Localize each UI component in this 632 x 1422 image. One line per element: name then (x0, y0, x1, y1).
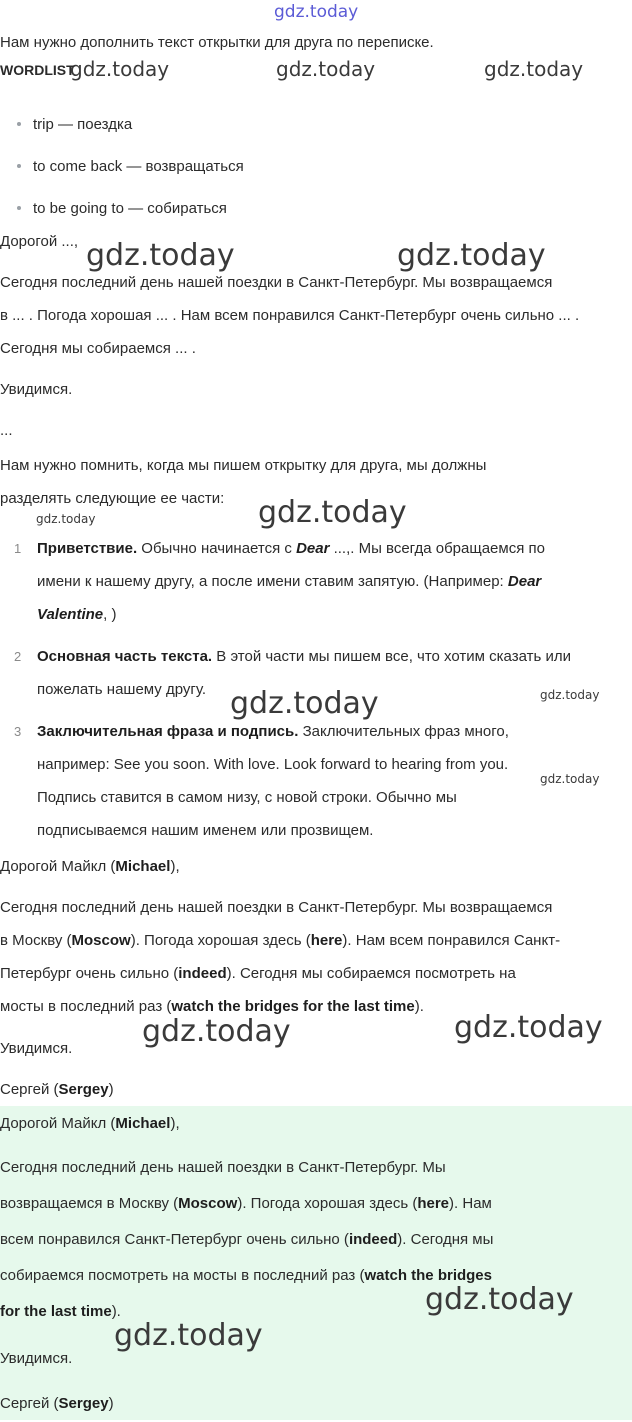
answer-line: возвращаемся в Москву (Moscow). Погода хорошая здесь (here). Нам (0, 1195, 492, 1212)
answer-line: Сегодня последний день нашей поездки в Санкт-Петербург. Мы возвращаемся (0, 899, 553, 916)
template-line: Сегодня мы собираемся ... . (0, 340, 196, 357)
watermark: gdz.today (36, 512, 96, 526)
answer-signature: Сергей (Sergey) (0, 1395, 114, 1412)
step-title: Основная часть текста. (37, 648, 213, 665)
watermark: gdz.today (425, 1282, 574, 1317)
step-text: Заключительных фраз много, (298, 723, 509, 740)
answer-greeting: Дорогой Майкл (Michael), (0, 1115, 180, 1132)
watermark: gdz.today (142, 1014, 291, 1049)
step-title: Заключительная фраза и подпись. (37, 723, 299, 740)
step-number: 3 (14, 724, 22, 739)
answer-line: мосты в последний раз (watch the bridges for the last time). (0, 998, 424, 1015)
answer-line: в Москву (Moscow). Погода хорошая здесь (here). Нам всем понравился Санкт- (0, 932, 561, 949)
watermark: gdz.today (86, 238, 235, 273)
watermark: gdz.today (484, 57, 584, 81)
list-item: trip — поездка (0, 108, 244, 150)
watermark: gdz.today (454, 1010, 603, 1045)
answer-line: Петербург очень сильно (indeed). Сегодня мы собираемся посмотреть на (0, 965, 516, 982)
list-item (0, 640, 632, 706)
step-example: Dear (507, 573, 542, 590)
watermark: gdz.today (276, 57, 376, 81)
step-text: Обычно начинается с (137, 540, 297, 557)
step-example: Dear (296, 540, 330, 557)
answer-line: собираемся посмотреть на мосты в последний раз (watch the bridges (0, 1267, 492, 1284)
list-item: to be going to — собираться (0, 192, 244, 234)
step-text: , ) (103, 606, 117, 623)
rules-list (0, 532, 632, 847)
step-text: В этой части мы пишем все, что хотим сказать или (212, 648, 571, 665)
wordlist-heading: WORDLIST (0, 62, 75, 78)
answer-greeting: Дорогой Майкл (Michael), (0, 858, 180, 875)
rules-intro: Нам нужно помнить, когда мы пишем открытку для друга, мы должны (0, 457, 487, 474)
template-signature: ... (0, 422, 13, 439)
watermark: gdz.today (540, 688, 600, 702)
answer-line: всем понравился Санкт-Петербург очень сильно (indeed). Сегодня мы (0, 1231, 494, 1248)
step-title: Приветствие. (37, 540, 138, 557)
watermark: gdz.today (114, 1318, 263, 1353)
template-line: в ... . Погода хорошая ... . Нам всем понравился Санкт-Петербург очень сильно ... . (0, 307, 580, 324)
step-text: Подпись ставится в самом низу, с новой строки. Обычно мы (37, 789, 457, 806)
watermark: gdz.today (258, 495, 407, 530)
list-item (0, 532, 632, 631)
answer-box (0, 1106, 632, 1420)
watermark: gdz.today (70, 57, 170, 81)
list-item: to come back — возвращаться (0, 150, 244, 192)
step-number: 1 (14, 541, 22, 556)
step-text: подписываемся нашим именем или прозвищем. (37, 822, 374, 839)
template-line: Сегодня последний день нашей поездки в Санкт-Петербург. Мы возвращаемся (0, 274, 553, 291)
intro-text: Нам нужно дополнить текст открытки для друга по переписке. (0, 34, 434, 51)
watermark: gdz.today (230, 686, 379, 721)
template-closing: Увидимся. (0, 381, 73, 398)
answer-closing: Увидимся. (0, 1040, 73, 1057)
step-number: 2 (14, 649, 22, 664)
answer-line: for the last time). (0, 1303, 121, 1320)
step-text: имени к нашему другу, а после имени ставим запятую. (Например: (37, 573, 508, 590)
step-text: например: See you soon. With love. Look forward to hearing from you. (37, 756, 509, 773)
list-item (0, 715, 632, 847)
answer-signature: Сергей (Sergey) (0, 1081, 114, 1098)
template-greeting: Дорогой ..., (0, 233, 79, 250)
step-text: пожелать нашему другу. (37, 681, 207, 698)
answer-closing: Увидимся. (0, 1350, 73, 1367)
step-text: ...,. Мы всегда обращаемся по (329, 540, 545, 557)
watermark-top: gdz.today (274, 2, 359, 22)
wordlist (0, 108, 244, 234)
rules-intro: разделять следующие ее части: (0, 490, 225, 507)
watermark: gdz.today (540, 772, 600, 786)
step-example: Valentine (37, 606, 104, 623)
watermark: gdz.today (397, 238, 546, 273)
answer-line: Сегодня последний день нашей поездки в Санкт-Петербург. Мы (0, 1159, 446, 1176)
